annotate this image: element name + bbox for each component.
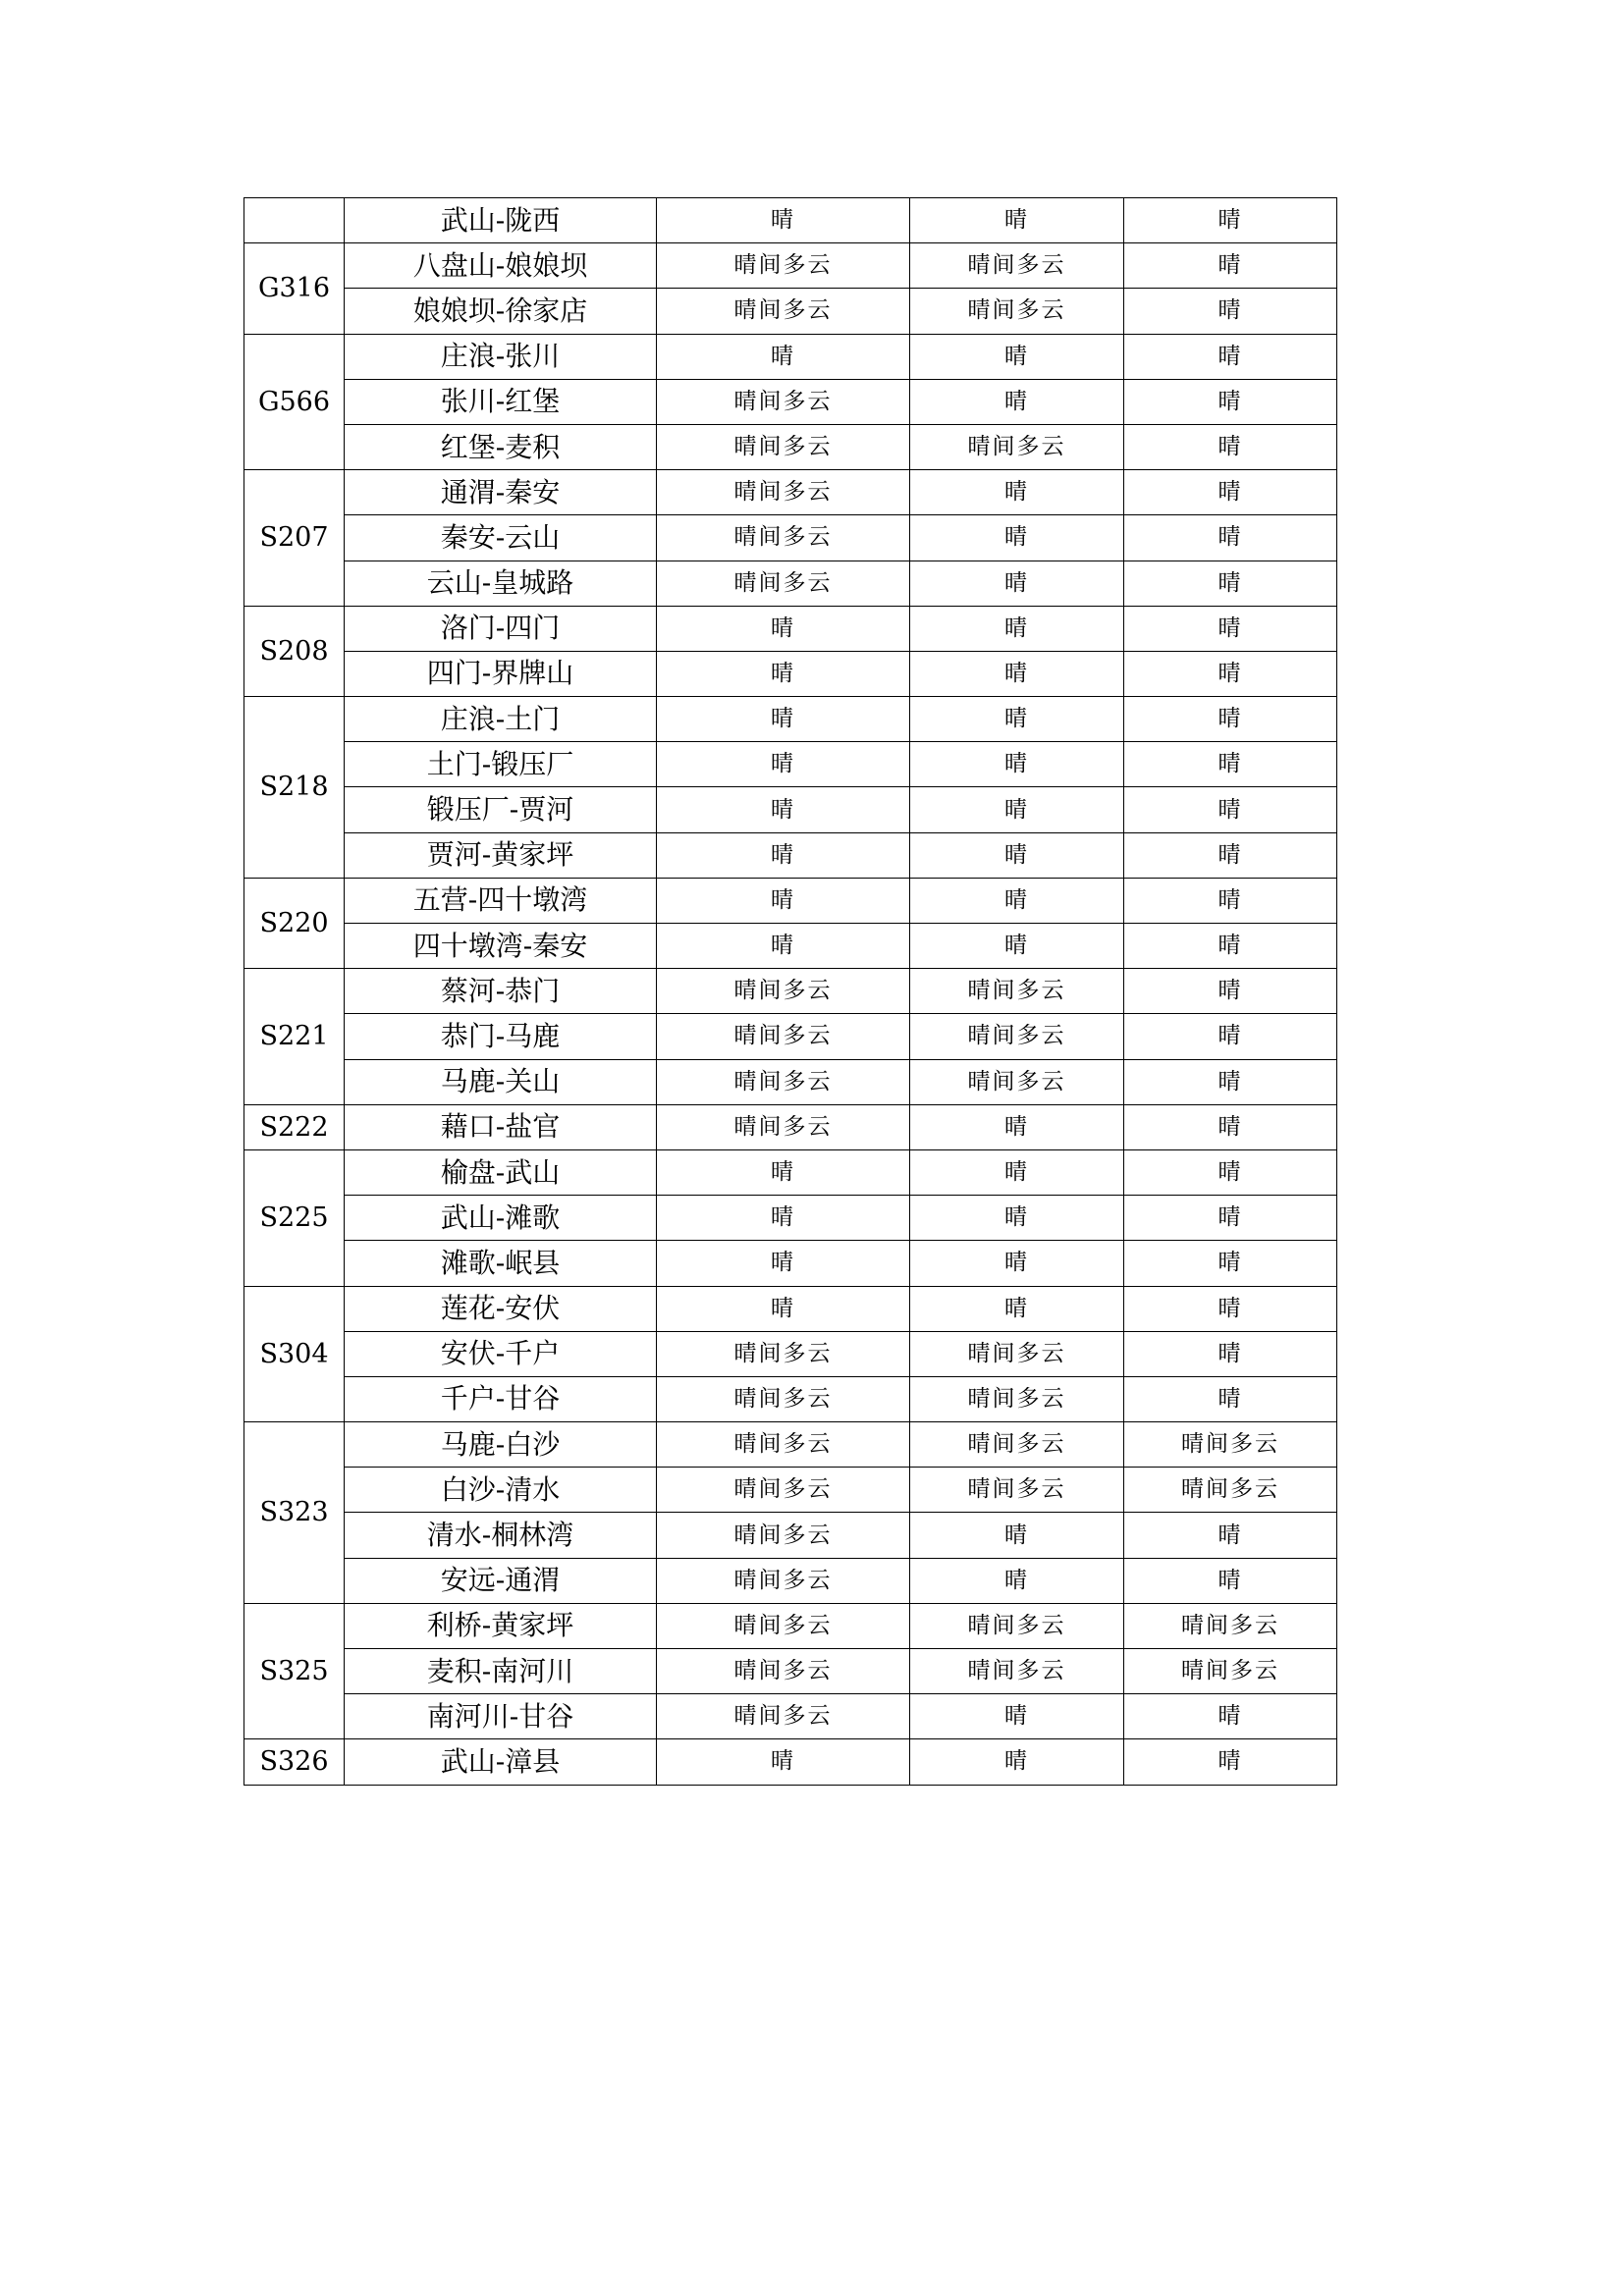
weather-day3-cell: 晴 — [1124, 697, 1337, 742]
table-row — [244, 334, 1337, 379]
weather-day2-cell: 晴间多云 — [910, 969, 1124, 1014]
weather-day3-cell: 晴 — [1124, 878, 1337, 923]
table-row — [244, 561, 1337, 606]
table-row — [244, 379, 1337, 424]
road-section-cell: 四十墩湾-秦安 — [345, 924, 657, 969]
road-section-cell: 五营-四十墩湾 — [345, 878, 657, 923]
weather-day3-cell: 晴 — [1124, 1739, 1337, 1785]
weather-day3-cell: 晴 — [1124, 515, 1337, 561]
table-row — [244, 198, 1337, 243]
weather-day1-cell: 晴间多云 — [657, 1376, 910, 1421]
weather-day3-cell: 晴 — [1124, 1196, 1337, 1241]
weather-day2-cell: 晴 — [910, 561, 1124, 606]
weather-day1-cell: 晴 — [657, 742, 910, 787]
table-row — [244, 1739, 1337, 1785]
road-code-cell: G316 — [244, 243, 345, 334]
weather-day1-cell: 晴间多云 — [657, 515, 910, 561]
weather-day3-cell: 晴 — [1124, 1376, 1337, 1421]
weather-day2-cell: 晴 — [910, 924, 1124, 969]
table-row — [244, 243, 1337, 289]
road-section-cell: 安伏-千户 — [345, 1331, 657, 1376]
weather-day1-cell: 晴间多云 — [657, 243, 910, 289]
table-row — [244, 742, 1337, 787]
road-section-cell: 贾河-黄家坪 — [345, 832, 657, 878]
weather-day1-cell: 晴间多云 — [657, 1468, 910, 1513]
table-row — [244, 1558, 1337, 1603]
weather-day3-cell: 晴间多云 — [1124, 1422, 1337, 1468]
weather-day3-cell: 晴 — [1124, 334, 1337, 379]
weather-day3-cell: 晴 — [1124, 1331, 1337, 1376]
table-row — [244, 606, 1337, 651]
weather-day1-cell: 晴 — [657, 878, 910, 923]
weather-day3-cell: 晴 — [1124, 198, 1337, 243]
weather-day3-cell: 晴 — [1124, 651, 1337, 696]
weather-day3-cell: 晴 — [1124, 742, 1337, 787]
weather-day1-cell: 晴间多云 — [657, 470, 910, 515]
table-row — [244, 515, 1337, 561]
weather-day2-cell: 晴 — [910, 1196, 1124, 1241]
table-row — [244, 1241, 1337, 1286]
road-section-cell: 武山-滩歌 — [345, 1196, 657, 1241]
weather-day3-cell: 晴 — [1124, 606, 1337, 651]
road-section-cell: 滩歌-岷县 — [345, 1241, 657, 1286]
weather-day2-cell: 晴间多云 — [910, 1468, 1124, 1513]
road-section-cell: 张川-红堡 — [345, 379, 657, 424]
weather-day2-cell: 晴间多云 — [910, 243, 1124, 289]
weather-day3-cell: 晴间多云 — [1124, 1603, 1337, 1648]
road-section-cell: 榆盘-武山 — [345, 1149, 657, 1195]
weather-day1-cell: 晴 — [657, 334, 910, 379]
weather-day2-cell: 晴间多云 — [910, 1331, 1124, 1376]
road-section-cell: 南河川-甘谷 — [345, 1694, 657, 1739]
weather-day2-cell: 晴 — [910, 1286, 1124, 1331]
road-section-cell: 蔡河-恭门 — [345, 969, 657, 1014]
weather-day3-cell: 晴 — [1124, 1104, 1337, 1149]
table-row — [244, 787, 1337, 832]
road-code-cell: S225 — [244, 1149, 345, 1286]
weather-day3-cell: 晴间多云 — [1124, 1649, 1337, 1694]
table-row — [244, 1694, 1337, 1739]
road-weather-table — [244, 197, 1337, 1786]
road-section-cell: 藉口-盐官 — [345, 1104, 657, 1149]
table-row — [244, 1104, 1337, 1149]
weather-day2-cell: 晴间多云 — [910, 1603, 1124, 1648]
road-code-cell: G566 — [244, 334, 345, 470]
weather-day1-cell: 晴 — [657, 1286, 910, 1331]
road-section-cell: 娘娘坝-徐家店 — [345, 289, 657, 334]
weather-day1-cell: 晴间多云 — [657, 1649, 910, 1694]
weather-day3-cell: 晴 — [1124, 289, 1337, 334]
road-code-cell: S325 — [244, 1603, 345, 1739]
weather-day1-cell: 晴间多云 — [657, 1014, 910, 1059]
weather-day3-cell: 晴 — [1124, 1286, 1337, 1331]
weather-day1-cell: 晴间多云 — [657, 969, 910, 1014]
table-row — [244, 1014, 1337, 1059]
weather-day1-cell: 晴 — [657, 787, 910, 832]
weather-day1-cell: 晴间多云 — [657, 561, 910, 606]
table-row — [244, 1331, 1337, 1376]
road-code-cell: S207 — [244, 470, 345, 607]
weather-day2-cell: 晴 — [910, 787, 1124, 832]
road-code-cell: S221 — [244, 969, 345, 1105]
weather-day1-cell: 晴间多云 — [657, 379, 910, 424]
road-section-cell: 武山-陇西 — [345, 198, 657, 243]
weather-day2-cell: 晴 — [910, 1513, 1124, 1558]
road-section-cell: 四门-界牌山 — [345, 651, 657, 696]
weather-day3-cell: 晴 — [1124, 1241, 1337, 1286]
weather-day1-cell: 晴间多云 — [657, 1331, 910, 1376]
weather-day3-cell: 晴间多云 — [1124, 1468, 1337, 1513]
road-code-cell: S326 — [244, 1739, 345, 1785]
weather-day1-cell: 晴间多云 — [657, 1104, 910, 1149]
weather-day2-cell: 晴 — [910, 198, 1124, 243]
weather-day3-cell: 晴 — [1124, 832, 1337, 878]
weather-day3-cell: 晴 — [1124, 243, 1337, 289]
weather-day1-cell: 晴间多云 — [657, 1603, 910, 1648]
weather-day2-cell: 晴间多云 — [910, 1059, 1124, 1104]
road-section-cell: 麦积-南河川 — [345, 1649, 657, 1694]
weather-day2-cell: 晴间多云 — [910, 1014, 1124, 1059]
road-section-cell: 秦安-云山 — [345, 515, 657, 561]
weather-day1-cell: 晴 — [657, 697, 910, 742]
weather-day1-cell: 晴 — [657, 1241, 910, 1286]
table-row — [244, 1149, 1337, 1195]
weather-day2-cell: 晴 — [910, 515, 1124, 561]
weather-day2-cell: 晴 — [910, 697, 1124, 742]
weather-day2-cell: 晴 — [910, 1739, 1124, 1785]
table-row — [244, 1513, 1337, 1558]
weather-day1-cell: 晴间多云 — [657, 424, 910, 469]
table-row — [244, 878, 1337, 923]
weather-day2-cell: 晴 — [910, 334, 1124, 379]
weather-day2-cell: 晴 — [910, 606, 1124, 651]
road-code-cell — [244, 198, 345, 243]
road-section-cell: 安远-通渭 — [345, 1558, 657, 1603]
weather-day1-cell: 晴 — [657, 651, 910, 696]
road-section-cell: 洛门-四门 — [345, 606, 657, 651]
road-section-cell: 通渭-秦安 — [345, 470, 657, 515]
weather-day1-cell: 晴间多云 — [657, 289, 910, 334]
weather-day2-cell: 晴间多云 — [910, 289, 1124, 334]
weather-day2-cell: 晴 — [910, 1149, 1124, 1195]
weather-day2-cell: 晴 — [910, 742, 1124, 787]
table-row — [244, 470, 1337, 515]
road-section-cell: 白沙-清水 — [345, 1468, 657, 1513]
weather-day3-cell: 晴 — [1124, 1513, 1337, 1558]
weather-day3-cell: 晴 — [1124, 424, 1337, 469]
table-row — [244, 1603, 1337, 1648]
weather-day3-cell: 晴 — [1124, 924, 1337, 969]
road-section-cell: 八盘山-娘娘坝 — [345, 243, 657, 289]
road-code-cell: S220 — [244, 878, 345, 968]
road-section-cell: 土门-锻压厂 — [345, 742, 657, 787]
weather-day2-cell: 晴 — [910, 832, 1124, 878]
weather-day1-cell: 晴间多云 — [657, 1558, 910, 1603]
weather-day1-cell: 晴 — [657, 924, 910, 969]
weather-day2-cell: 晴 — [910, 651, 1124, 696]
weather-day3-cell: 晴 — [1124, 1558, 1337, 1603]
road-section-cell: 庄浪-土门 — [345, 697, 657, 742]
weather-day1-cell: 晴 — [657, 1149, 910, 1195]
weather-day2-cell: 晴 — [910, 1558, 1124, 1603]
weather-day3-cell: 晴 — [1124, 1149, 1337, 1195]
table-row — [244, 1376, 1337, 1421]
road-section-cell: 恭门-马鹿 — [345, 1014, 657, 1059]
road-section-cell: 清水-桐林湾 — [345, 1513, 657, 1558]
table-row — [244, 289, 1337, 334]
weather-day1-cell: 晴 — [657, 198, 910, 243]
road-code-cell: S208 — [244, 606, 345, 696]
weather-day3-cell: 晴 — [1124, 379, 1337, 424]
weather-day2-cell: 晴 — [910, 878, 1124, 923]
weather-day3-cell: 晴 — [1124, 1014, 1337, 1059]
table-row — [244, 697, 1337, 742]
weather-day3-cell: 晴 — [1124, 969, 1337, 1014]
road-section-cell: 红堡-麦积 — [345, 424, 657, 469]
road-section-cell: 马鹿-关山 — [345, 1059, 657, 1104]
weather-day2-cell: 晴间多云 — [910, 1376, 1124, 1421]
road-code-cell: S222 — [244, 1104, 345, 1149]
road-section-cell: 利桥-黄家坪 — [345, 1603, 657, 1648]
weather-day1-cell: 晴 — [657, 832, 910, 878]
weather-day2-cell: 晴 — [910, 379, 1124, 424]
weather-day2-cell: 晴 — [910, 470, 1124, 515]
table-row — [244, 1059, 1337, 1104]
weather-day2-cell: 晴间多云 — [910, 1649, 1124, 1694]
table-row — [244, 651, 1337, 696]
table-row — [244, 1649, 1337, 1694]
weather-day1-cell: 晴间多云 — [657, 1513, 910, 1558]
road-section-cell: 马鹿-白沙 — [345, 1422, 657, 1468]
table-row — [244, 424, 1337, 469]
weather-day3-cell: 晴 — [1124, 1694, 1337, 1739]
weather-day1-cell: 晴 — [657, 1739, 910, 1785]
weather-day2-cell: 晴 — [910, 1104, 1124, 1149]
table-row — [244, 1422, 1337, 1468]
weather-day3-cell: 晴 — [1124, 561, 1337, 606]
weather-day1-cell: 晴间多云 — [657, 1059, 910, 1104]
weather-day1-cell: 晴 — [657, 1196, 910, 1241]
weather-day3-cell: 晴 — [1124, 787, 1337, 832]
table-row — [244, 1196, 1337, 1241]
road-section-cell: 武山-漳县 — [345, 1739, 657, 1785]
weather-day1-cell: 晴间多云 — [657, 1422, 910, 1468]
weather-day2-cell: 晴间多云 — [910, 1422, 1124, 1468]
weather-day2-cell: 晴 — [910, 1694, 1124, 1739]
weather-day2-cell: 晴 — [910, 1241, 1124, 1286]
table-row — [244, 832, 1337, 878]
weather-day3-cell: 晴 — [1124, 1059, 1337, 1104]
road-section-cell: 锻压厂-贾河 — [345, 787, 657, 832]
table-row — [244, 1286, 1337, 1331]
table-row — [244, 1468, 1337, 1513]
table-row — [244, 924, 1337, 969]
weather-day2-cell: 晴间多云 — [910, 424, 1124, 469]
road-code-cell: S218 — [244, 697, 345, 879]
weather-day1-cell: 晴间多云 — [657, 1694, 910, 1739]
weather-day1-cell: 晴 — [657, 606, 910, 651]
road-section-cell: 千户-甘谷 — [345, 1376, 657, 1421]
table-row — [244, 969, 1337, 1014]
road-code-cell: S304 — [244, 1286, 345, 1422]
weather-day3-cell: 晴 — [1124, 470, 1337, 515]
road-section-cell: 莲花-安伏 — [345, 1286, 657, 1331]
road-section-cell: 庄浪-张川 — [345, 334, 657, 379]
road-section-cell: 云山-皇城路 — [345, 561, 657, 606]
road-code-cell: S323 — [244, 1422, 345, 1604]
